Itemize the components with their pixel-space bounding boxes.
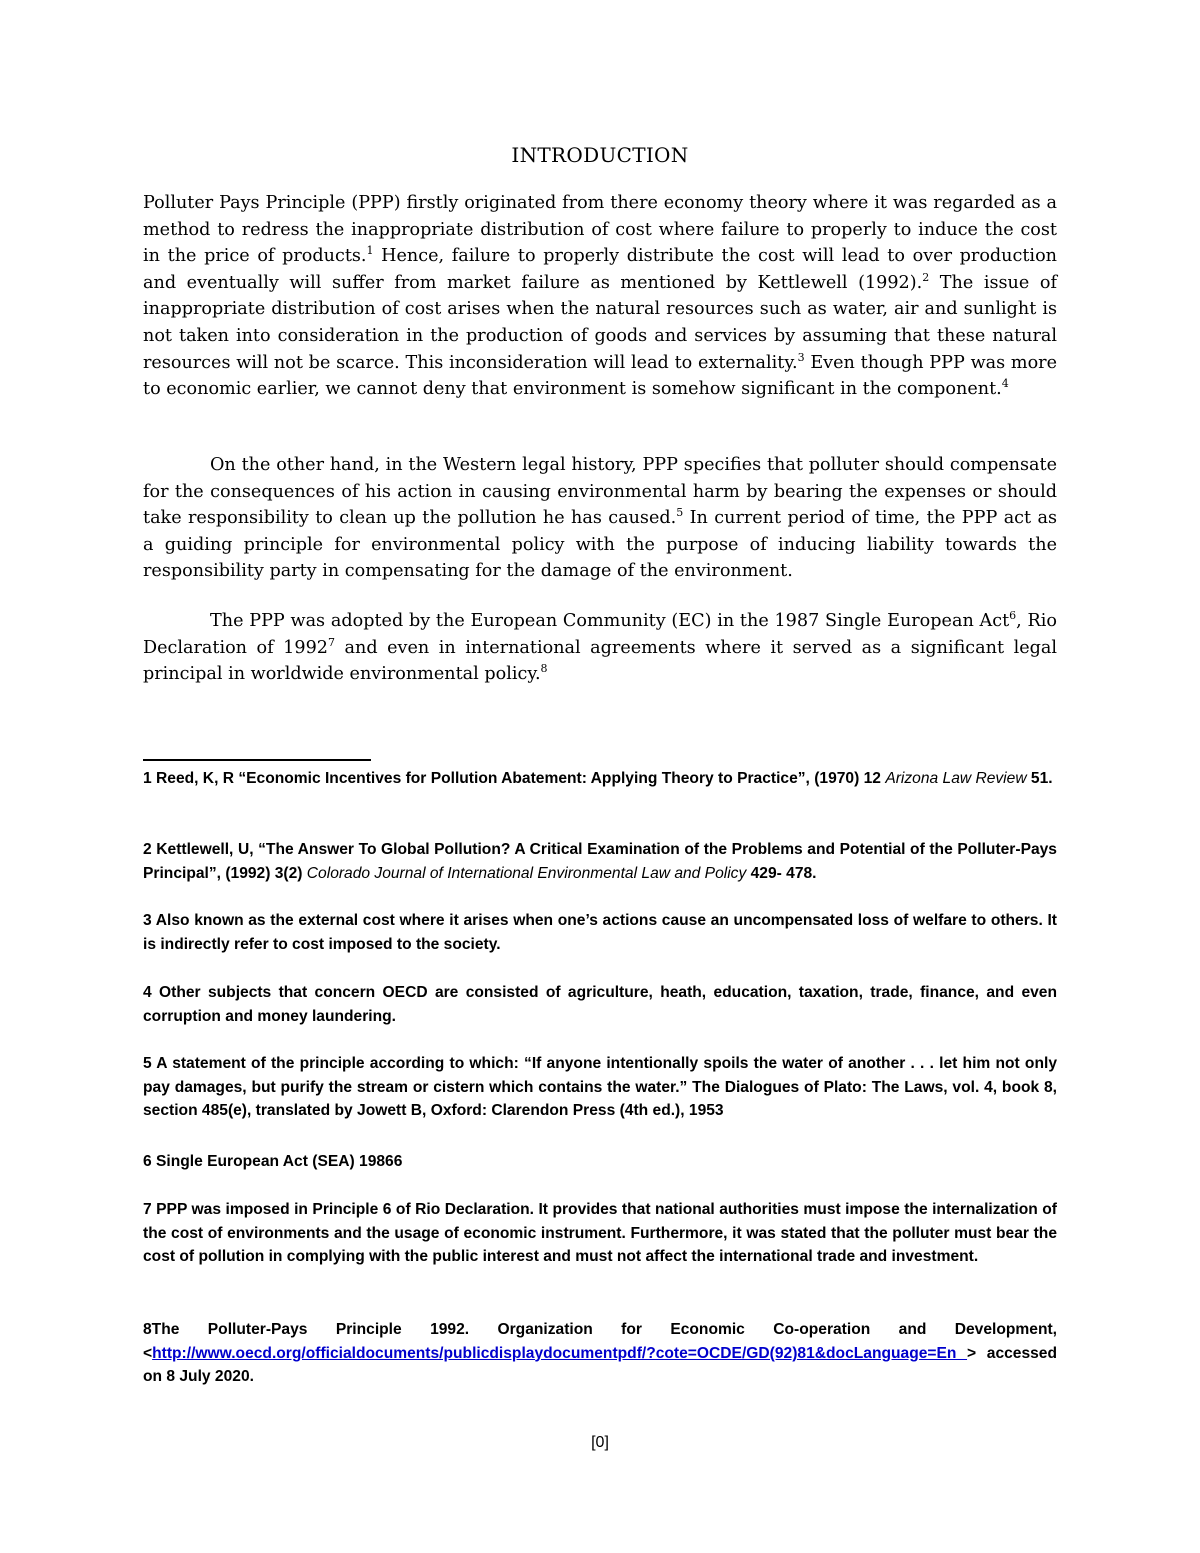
- paragraph-3-text-b: , Rio Declaration of 1992: [143, 611, 1057, 658]
- paragraph-1-text-b: Hence, failure to properly distribute the cost will lead to over production and eventually will suffer from market failure as mentioned by Kettlewell (1992).: [143, 246, 1057, 293]
- footnote-8: [143, 1318, 1057, 1389]
- paragraph-1-text-d: Even though PPP was more to economic earlier, we cannot deny that environment is somehow significant in the component.: [143, 352, 1057, 400]
- paragraph-3-text-a: The PPP was adopted by the European Community (EC) in the 1987 Single European Act: [210, 611, 1010, 631]
- footnote-2: [143, 838, 1057, 885]
- footnote-3: 3 Also known as the external cost where it arises when one’s actions cause an uncompensated loss of welfare to others. It is indirectly refer to cost imposed to the society.: [143, 912, 1057, 953]
- footnote-ref-1[interactable]: 1: [366, 244, 374, 258]
- footnote-6: 6 Single European Act (SEA) 19866: [143, 1153, 403, 1170]
- footnote-ref-2[interactable]: 2: [922, 270, 930, 284]
- footnote-8-text: 8The Polluter-Pays Principle 1992. Organization for Economic Co-operation and Development, <: [143, 1321, 1057, 1362]
- footnote-8-accessed: > accessed on 8 July 2020.: [143, 1344, 1057, 1385]
- footnote-ref-6[interactable]: 6: [1009, 609, 1017, 623]
- paragraph-2-text-b: In current period of time, the PPP act as a guiding principle for environmental policy with the purpose of inducing liability towards the responsibility party in compensating for the damage of the environment.: [143, 508, 1057, 582]
- paragraph-3-text-c: and even in international agreements where it served as a significant legal principal in worldwide environmental policy.: [143, 637, 1058, 685]
- paragraph-2-text-a: On the other hand, in the Western legal history, PPP specifies that polluter should compensate for the consequences of his action in causing environmental harm by bearing the expenses or should take responsibility to clean up the pollution he has caused.: [143, 455, 1057, 529]
- footnote-7: 7 PPP was imposed in Principle 6 of Rio Declaration. It provides that national authorities must impose the internalization of the cost of environments and the usage of economic instrument. Furthermore, it was stated that the polluter must bear the cost of pollution in complying with the public interest and must not affect the international trade and investment.: [143, 1201, 1057, 1265]
- footnote-1: [143, 767, 1057, 791]
- footnote-4: 4 Other subjects that concern OECD are consisted of agriculture, heath, education, taxation, trade, finance, and even corruption and money laundering.: [143, 984, 1057, 1025]
- paragraph-2: [143, 452, 1057, 585]
- footnote-ref-4[interactable]: 4: [1001, 377, 1009, 391]
- footnote-ref-5[interactable]: 5: [676, 506, 684, 520]
- footnote-5: 5 A statement of the principle according to which: “If anyone intentionally spoils the water of another . . . let him not only pay damages, but purify the stream or cistern which contains the water.” The Dialogues of Plato: The Laws, vol. 4, book 8, section 485(e), translated by Jowett B, Oxford: Clarendon Press (4th ed.), 1953: [143, 1055, 1057, 1119]
- footnote-2-text: 2 Kettlewell, U, “The Answer To Global Pollution? A Critical Examination of the Problems and Potential of the Polluter-Pays Principal”, (1992) 3(2): [143, 841, 1057, 882]
- page-number: [0]: [591, 1434, 609, 1451]
- paragraph-3: [143, 608, 1057, 688]
- footnote-2-journal: Colorado Journal of International Environmental Law and Policy: [306, 864, 747, 882]
- oecd-document-link[interactable]: http://www.oecd.org/officialdocuments/publicdisplaydocumentpdf/?cote=OCDE/GD(92)81&docLanguage=En: [152, 1344, 968, 1362]
- footnote-1-text: 1 Reed, K, R “Economic Incentives for Pollution Abatement: Applying Theory to Practice”, (1970) 12: [143, 770, 886, 787]
- footnote-1-journal: Arizona Law Review: [885, 770, 1027, 787]
- footnote-ref-3[interactable]: 3: [797, 350, 805, 364]
- footnote-ref-7[interactable]: 7: [327, 635, 335, 649]
- section-heading: INTRODUCTION: [511, 143, 689, 167]
- paragraph-1-text-c: The issue of inappropriate distribution of cost arises when the natural resources such as water, air and sunlight is not taken into consideration in the production of goods and services by assuming that these natural resources will not be scarce. This inconsideration will lead to externality.: [143, 272, 1057, 373]
- paragraph-1-text-a: Polluter Pays Principle (PPP) firstly originated from there economy theory where it was regarded as a method to redress the inappropriate distribution of cost where failure to properly to induce the cost in the price of products.: [143, 193, 1057, 267]
- paragraph-1: [143, 190, 1057, 403]
- footnote-separator: [143, 759, 371, 761]
- footnote-1-pages: 51.: [1026, 770, 1053, 787]
- footnote-2-pages: 429- 478.: [746, 864, 817, 882]
- footnote-ref-8[interactable]: 8: [540, 662, 548, 676]
